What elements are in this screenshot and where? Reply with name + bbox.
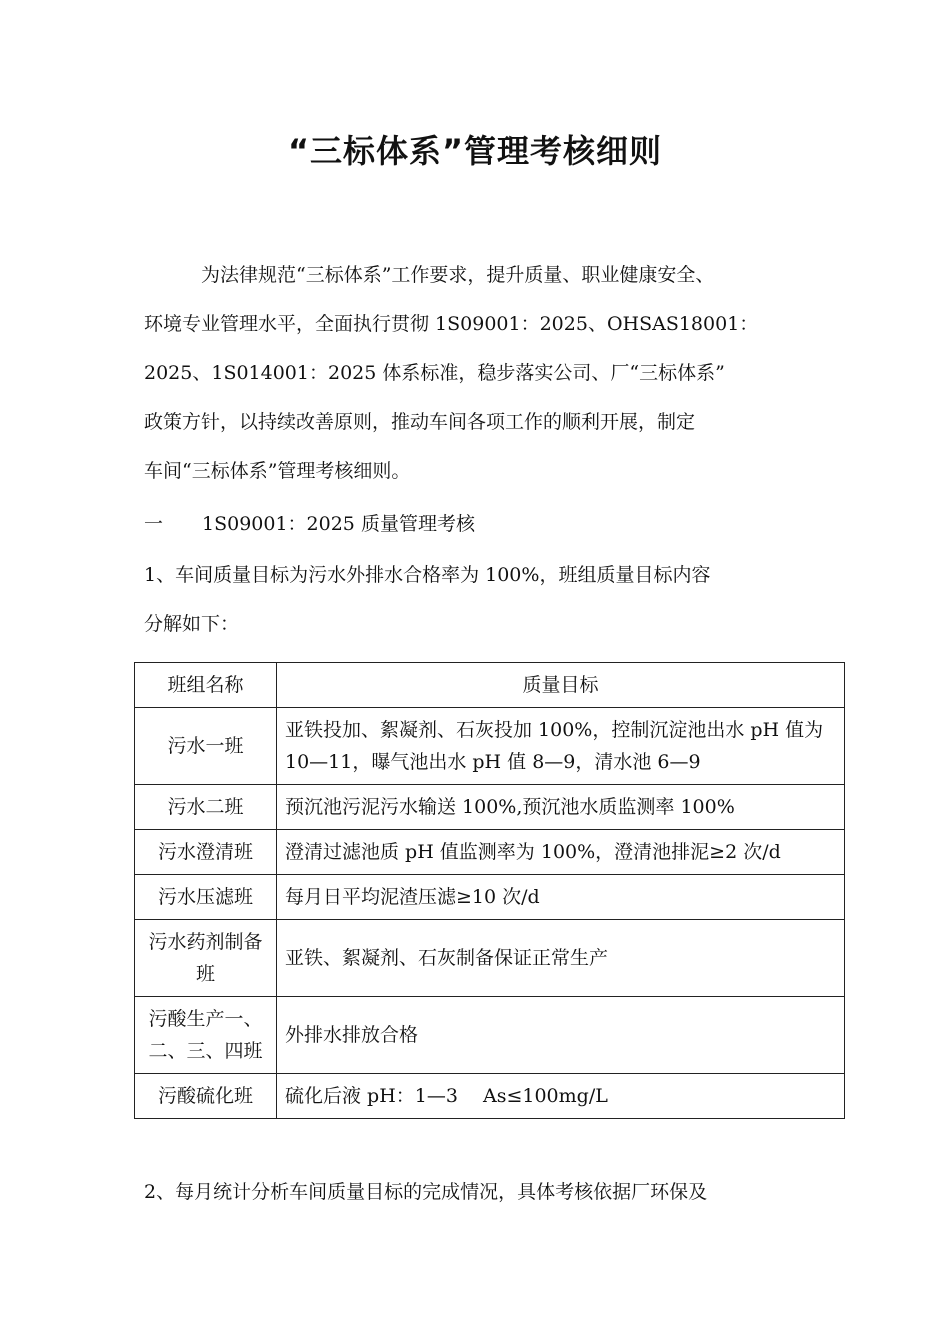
- team-cell: 污水澄清班: [135, 830, 277, 875]
- goal-cell: 外排水排放合格: [277, 997, 845, 1074]
- goal-cell: 澄清过滤池质 pH 值监测率为 100%，澄清池排泥≥2 次/d: [277, 830, 845, 875]
- goal-cell: 亚铁投加、絮凝剂、石灰投加 100%，控制沉淀池出水 pH 值为 10—11，曝气池出水 pH 值 8—9，清水池 6—9: [277, 708, 845, 785]
- table-row: [135, 785, 845, 830]
- table-row: [135, 875, 845, 920]
- page-title: “三标体系”管理考核细则: [287, 132, 663, 170]
- table-row: [135, 1074, 845, 1119]
- team-cell: 污水二班: [135, 785, 277, 830]
- list-item-line: 1、车间质量目标为污水外排水合格率为 100%，班组质量目标内容: [144, 564, 711, 586]
- section-title: 1S09001：2025 质量管理考核: [202, 513, 475, 535]
- goal-cell: 每月日平均泥渣压滤≥10 次/d: [277, 875, 845, 920]
- column-header-team: 班组名称: [135, 663, 277, 708]
- intro-line: 2025、1S014001：2025 体系标准，稳步落实公司、厂“三标体系”: [144, 362, 725, 384]
- goal-cell: 预沉池污泥污水输送 100%,预沉池水质监测率 100%: [277, 785, 845, 830]
- quality-goals-table: [134, 662, 845, 1119]
- team-cell: 污酸生产一、二、三、四班: [135, 997, 277, 1074]
- section-heading: [144, 500, 844, 549]
- goal-cell: 亚铁、絮凝剂、石灰制备保证正常生产: [277, 920, 845, 997]
- table-row: [135, 997, 845, 1074]
- list-item-2: 2、每月统计分析车间质量目标的完成情况，具体考核依据厂环保及: [144, 1181, 708, 1203]
- team-cell: 污水压滤班: [135, 875, 277, 920]
- table-row: [135, 920, 845, 997]
- intro-line: 政策方针，以持续改善原则，推动车间各项工作的顺利开展，制定: [144, 411, 696, 433]
- list-item-line: 分解如下：: [144, 613, 240, 635]
- intro-line: 车间“三标体系”管理考核细则。: [144, 460, 411, 482]
- table-row: [135, 830, 845, 875]
- team-cell: 污酸硫化班: [135, 1074, 277, 1119]
- column-header-goal: 质量目标: [277, 663, 845, 708]
- goal-cell: 硫化后液 pH：1—3 As≤100mg/L: [277, 1074, 845, 1119]
- team-cell: 污水一班: [135, 708, 277, 785]
- team-cell: 污水药剂制备班: [135, 920, 277, 997]
- list-item-1: [144, 551, 844, 649]
- intro-line: 环境专业管理水平，全面执行贯彻 1S09001：2025、OHSAS18001：: [144, 313, 759, 335]
- intro-line: 为法律规范“三标体系”工作要求，提升质量、职业健康安全、: [201, 264, 715, 286]
- table-header-row: [135, 663, 845, 708]
- section-number: 一: [144, 513, 164, 535]
- intro-paragraph: [144, 251, 844, 496]
- table-row: [135, 708, 845, 785]
